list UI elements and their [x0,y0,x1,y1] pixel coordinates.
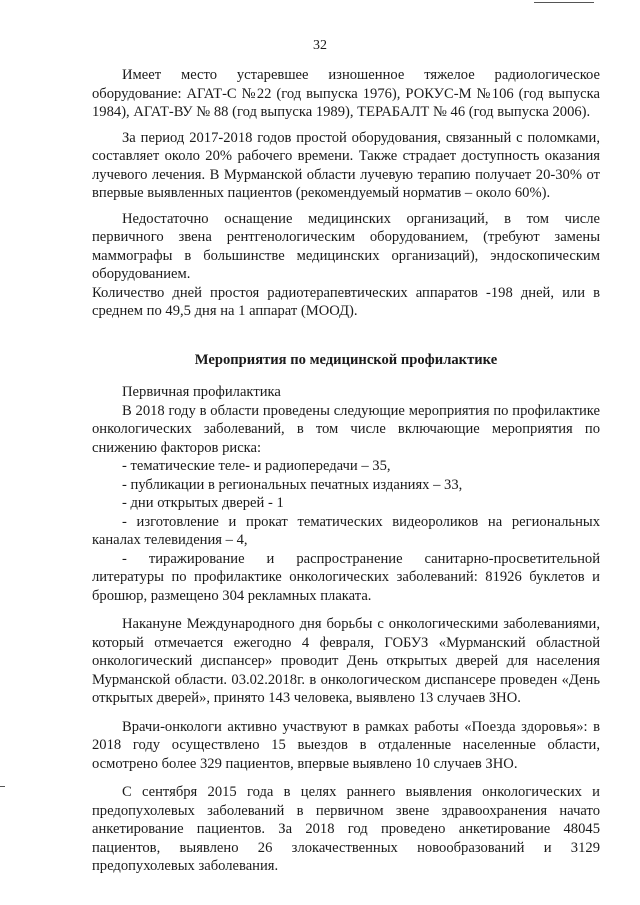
scan-mark-top [534,2,594,3]
paragraph-questionnaire: С сентября 2015 года в целях раннего выявления онкологических и предопухолевых заболеваний в первичном звене здравоохранения начато анкетирование пациентов. За 2018 год проведено анкетирование 48045 пациентов, выявлено 26 злокачественных новообразований и 3129 предопухолевых заболевания. [92,784,600,874]
paragraph-activities-intro: В 2018 году в области проведены следующие мероприятия по профилактике онкологических заболеваний, в том числе включающие мероприятия по снижению факторов риска: [92,402,600,456]
document-body [92,66,600,876]
list-item: - тематические теле- и радиопередачи – 35, [122,458,391,474]
list-item: - дни открытых дверей - 1 [122,495,284,511]
paragraph-downtime-days: Количество дней простоя радиотерапевтических аппаратов -198 дней, или в среднем по 49,5 дня на 1 аппарат (МООД). [92,284,600,319]
paragraph-downtime: За период 2017-2018 годов простой оборудования, связанный с поломками, составляет около 20% рабочего времени. Также страдает доступность оказания лучевого лечения. В Мурманской области лучевую терапию получает 20-30% от впервые выявленных пациентов (рекомендуемый норматив – около 60%). [92,129,600,201]
paragraph-equipment-shortage: Недостаточно оснащение медицинских организаций, в том числе первичного звена рентгенологическим оборудованием, (требуют замены маммографы в большинстве медицинских организаций), эндоскопическим оборудованием. [92,210,600,282]
paragraph-health-train: Врачи-онкологи активно участвуют в рамках работы «Поезда здоровья»: в 2018 году осуществлено 15 выездов в отдаленные населенные области, осмотрено более 329 пациентов, впервые выявлено 10 случаев ЗНО. [92,718,600,772]
list-item: - публикации в региональных печатных изданиях – 33, [122,476,463,493]
page-number: 32 [313,38,327,53]
paragraph-equipment: Имеет место устаревшее изношенное тяжелое радиологическое оборудование: АГАТ-С №22 (год выпуска 1976), РОКУС-М №106 (год выпуска 1984), АГАТ-ВУ № 88 (год выпуска 1989), ТЕРАБАЛТ № 46 (год выпуска 2006). [92,67,600,120]
paragraph-open-day: Накануне Международного дня борьбы с онкологическими заболеваниями, который отмечается ежегодно 4 февраля, ГОБУЗ «Мурманский областной онкологический диспансер» проводит День открытых дверей для населения Мурманской области. 03.02.2018г. в онкологическом диспансере проведен «День открытых дверей», принято 143 человека, выявлено 13 случаев ЗНО. [92,616,600,706]
section-heading: Мероприятия по медицинской профилактике [194,351,498,368]
list-item: - тиражирование и распространение санитарно-просветительной литературы по профилактике онкологических заболеваний: 81926 буклетов и брошюр, размещено 304 рекламных плаката. [92,550,600,604]
subheading-primary-prevention: Первичная профилактика [122,384,281,400]
list-item: - изготовление и прокат тематических видеороликов на региональных каналах телевидения – 4, [92,513,600,548]
scan-mark-left [0,786,5,787]
